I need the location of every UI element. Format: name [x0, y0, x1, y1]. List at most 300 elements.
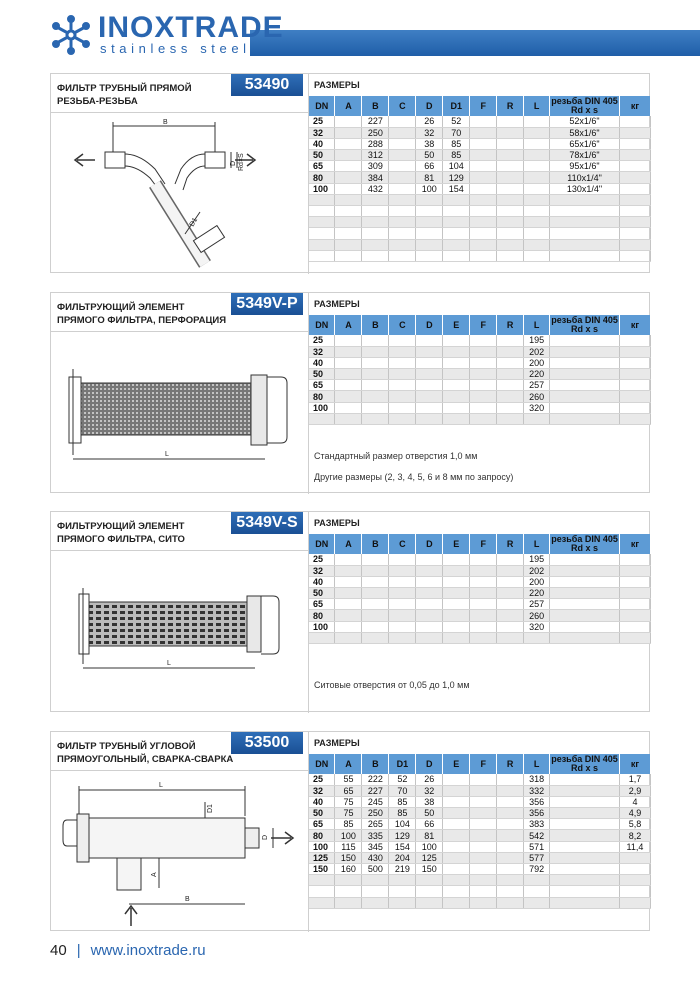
table-cell — [362, 250, 389, 261]
table-cell: 32 — [416, 127, 443, 138]
table-cell — [362, 610, 389, 621]
product-code-badge: 53500 — [231, 732, 303, 754]
table-cell — [335, 161, 362, 172]
table-cell — [550, 785, 620, 796]
table-cell: 227 — [362, 785, 389, 796]
table-cell: 100 — [416, 183, 443, 194]
table-cell — [524, 183, 550, 194]
table-cell — [362, 413, 389, 424]
table-cell — [470, 785, 497, 796]
table-cell — [497, 346, 524, 357]
column-header: R — [497, 315, 524, 335]
table-cell — [550, 819, 620, 830]
table-cell — [497, 796, 524, 807]
product-block-53490 — [50, 73, 650, 273]
table-cell — [362, 391, 389, 402]
table-cell — [443, 391, 470, 402]
table-cell — [416, 610, 443, 621]
table-row — [309, 554, 651, 565]
sizes-label: РАЗМЕРЫ — [314, 80, 360, 90]
table-cell — [497, 886, 524, 897]
table-cell — [335, 413, 362, 424]
table-cell — [620, 632, 651, 643]
table-cell: 309 — [362, 161, 389, 172]
table-cell — [416, 346, 443, 357]
block-title-line2: ПРЯМОУГОЛЬНЫЙ, СВАРКА-СВАРКА — [57, 754, 234, 765]
table-cell — [389, 138, 416, 149]
table-cell: 227 — [362, 116, 389, 127]
product-block-5349v-s — [50, 511, 650, 712]
table-cell — [620, 565, 651, 576]
table-cell — [620, 621, 651, 632]
table-cell — [620, 610, 651, 621]
table-cell — [335, 391, 362, 402]
column-header: D — [416, 754, 443, 774]
table-cell: 220 — [524, 369, 550, 380]
table-cell — [443, 785, 470, 796]
table-cell: 65 — [309, 599, 335, 610]
table-cell: 85 — [389, 808, 416, 819]
table-cell — [550, 250, 620, 261]
table-cell — [335, 150, 362, 161]
table-cell — [497, 391, 524, 402]
table-cell: 25 — [309, 116, 335, 127]
table-row — [309, 886, 651, 897]
column-header: резьба DIN 405 Rd x s — [551, 96, 618, 115]
table-cell: 65x1/6" — [550, 138, 620, 149]
table-cell: 50 — [309, 588, 335, 599]
table-cell: 50 — [309, 808, 335, 819]
table-cell — [389, 599, 416, 610]
table-cell — [470, 172, 497, 183]
table-cell — [497, 576, 524, 587]
table-cell — [524, 897, 550, 908]
table-cell — [497, 138, 524, 149]
column-header: A — [335, 96, 362, 116]
table-cell — [470, 621, 497, 632]
table-row — [309, 380, 651, 391]
table-cell — [550, 808, 620, 819]
table-cell — [470, 808, 497, 819]
product-code-badge: 53490 — [231, 74, 303, 96]
block-title — [57, 520, 185, 546]
table-cell — [497, 830, 524, 841]
table-cell — [524, 875, 550, 886]
product-code-badge: 5349V-S — [231, 512, 303, 534]
table-cell — [362, 886, 389, 897]
table-cell — [416, 357, 443, 368]
table-cell: 80 — [309, 610, 335, 621]
note-line: Ситовые отверстия от 0,05 до 1,0 мм — [314, 680, 470, 690]
table-row — [309, 138, 651, 149]
table-cell — [470, 599, 497, 610]
table-cell — [550, 239, 620, 250]
table-row — [309, 774, 651, 785]
table-cell — [470, 116, 497, 127]
table-row — [309, 150, 651, 161]
table-cell — [620, 346, 651, 357]
table-cell — [497, 150, 524, 161]
block-title-line2: РЕЗЬБА-РЕЗЬБА — [57, 96, 138, 107]
table-cell: 50 — [309, 150, 335, 161]
table-cell: 356 — [524, 796, 550, 807]
table-cell: 200 — [524, 357, 550, 368]
table-cell: 384 — [362, 172, 389, 183]
table-cell: 202 — [524, 346, 550, 357]
website-link[interactable]: www.inoxtrade.ru — [90, 942, 206, 959]
table-cell — [470, 127, 497, 138]
table-cell: 65 — [309, 819, 335, 830]
table-cell — [309, 250, 335, 261]
column-header: C — [389, 96, 416, 116]
table-cell: 130x1/4" — [550, 183, 620, 194]
table-cell: 40 — [309, 796, 335, 807]
label-d: D — [262, 834, 269, 840]
table-cell — [497, 875, 524, 886]
table-cell: 32 — [309, 565, 335, 576]
table-cell — [389, 228, 416, 239]
table-cell — [497, 217, 524, 228]
table-cell — [309, 897, 335, 908]
table-cell — [443, 808, 470, 819]
table-cell: 204 — [389, 852, 416, 863]
table-cell — [550, 852, 620, 863]
table-cell — [362, 206, 389, 217]
table-cell — [497, 599, 524, 610]
table-cell — [389, 172, 416, 183]
table-cell — [524, 413, 550, 424]
table-cell — [362, 554, 389, 565]
table-cell: 245 — [362, 796, 389, 807]
table-cell: 25 — [309, 774, 335, 785]
table-cell — [443, 576, 470, 587]
table-cell — [443, 841, 470, 852]
table-cell — [416, 402, 443, 413]
table-cell: 320 — [524, 402, 550, 413]
table-cell — [470, 852, 497, 863]
table-cell: 11,4 — [619, 841, 650, 852]
table-cell — [470, 875, 497, 886]
column-header: DN — [309, 96, 335, 116]
table-row — [309, 897, 651, 908]
table-cell — [416, 239, 443, 250]
column-header: A — [335, 754, 362, 774]
table-cell — [470, 413, 497, 424]
sizes-label: РАЗМЕРЫ — [314, 738, 360, 748]
table-cell: 220 — [524, 588, 550, 599]
table-cell — [389, 194, 416, 205]
table-cell — [389, 206, 416, 217]
table-cell — [550, 841, 620, 852]
table-cell: 38 — [416, 796, 443, 807]
table-cell — [470, 206, 497, 217]
table-cell — [362, 599, 389, 610]
table-cell — [309, 632, 335, 643]
table-cell — [620, 588, 651, 599]
table-cell — [550, 796, 620, 807]
table-cell — [389, 565, 416, 576]
table-cell: 195 — [524, 335, 550, 346]
strainer-y-diagram — [55, 114, 303, 269]
column-header: E — [443, 754, 470, 774]
table-cell: 200 — [524, 576, 550, 587]
table-cell — [470, 796, 497, 807]
table-cell — [389, 346, 416, 357]
column-header: F — [470, 754, 497, 774]
table-cell — [335, 228, 362, 239]
column-header: B — [362, 534, 389, 554]
table-cell — [389, 897, 416, 908]
table-cell — [620, 402, 651, 413]
table-cell — [497, 819, 524, 830]
table-cell: 40 — [309, 138, 335, 149]
table-cell — [335, 172, 362, 183]
table-cell: 85 — [443, 150, 470, 161]
table-cell: 4 — [619, 796, 650, 807]
table-row — [309, 864, 651, 875]
table-cell — [524, 217, 550, 228]
table-cell: 25 — [309, 554, 335, 565]
table-cell — [443, 194, 470, 205]
table-cell: 8,2 — [619, 830, 650, 841]
table-cell — [524, 886, 550, 897]
table-cell: 571 — [524, 841, 550, 852]
table-row — [309, 357, 651, 368]
table-cell: 577 — [524, 852, 550, 863]
table-cell — [550, 335, 620, 346]
table-cell — [389, 413, 416, 424]
table-cell — [443, 565, 470, 576]
table-cell: 100 — [416, 841, 443, 852]
block-title-line2: ПРЯМОГО ФИЛЬТРА, ПЕРФОРАЦИЯ — [57, 315, 227, 326]
table-cell — [362, 632, 389, 643]
table-cell — [443, 819, 470, 830]
table-cell: 150 — [416, 864, 443, 875]
table-cell — [470, 610, 497, 621]
block-title — [57, 82, 192, 108]
table-row — [309, 127, 651, 138]
table-cell — [470, 150, 497, 161]
table-cell — [416, 335, 443, 346]
table-cell — [362, 565, 389, 576]
table-cell — [619, 897, 650, 908]
table-cell — [335, 897, 362, 908]
label-l: L — [167, 660, 171, 667]
table-cell — [309, 228, 335, 239]
column-header: DN — [309, 534, 335, 554]
table-cell — [497, 127, 524, 138]
table-cell — [443, 250, 470, 261]
table-cell — [416, 380, 443, 391]
table-cell — [389, 183, 416, 194]
brand-tagline: stainless steel — [100, 41, 251, 56]
table-cell: 52 — [389, 774, 416, 785]
table-cell: 110x1/4" — [550, 172, 620, 183]
table-cell: 1,7 — [619, 774, 650, 785]
table-cell — [443, 830, 470, 841]
table-cell — [470, 194, 497, 205]
table-cell — [550, 554, 620, 565]
table-cell: 80 — [309, 172, 335, 183]
table-cell: 65 — [335, 785, 362, 796]
column-header: E — [443, 534, 470, 554]
page-number: 40 — [50, 942, 67, 959]
sizes-label: РАЗМЕРЫ — [314, 518, 360, 528]
footer-separator: | — [76, 942, 81, 959]
table-cell — [497, 206, 524, 217]
table-cell: 125 — [309, 852, 335, 863]
column-header: F — [470, 315, 497, 335]
table-cell: 70 — [443, 127, 470, 138]
table-cell — [619, 183, 650, 194]
table-cell: 129 — [443, 172, 470, 183]
table-row — [309, 161, 651, 172]
table-cell — [497, 632, 524, 643]
table-cell — [619, 250, 650, 261]
table-cell — [416, 588, 443, 599]
column-header: D1 — [443, 96, 470, 116]
table-cell — [443, 897, 470, 908]
label-a: A — [151, 872, 158, 877]
table-cell: 40 — [309, 357, 335, 368]
table-cell — [389, 588, 416, 599]
table-cell — [362, 357, 389, 368]
table-cell: 26 — [416, 116, 443, 127]
block-title-line1: ФИЛЬТР ТРУБНЫЙ ПРЯМОЙ — [57, 83, 192, 94]
table-cell: 257 — [524, 599, 550, 610]
table-cell: 312 — [362, 150, 389, 161]
table-cell — [524, 138, 550, 149]
table-cell: 85 — [335, 819, 362, 830]
table-cell: 202 — [524, 565, 550, 576]
table-cell: 265 — [362, 819, 389, 830]
table-row — [309, 172, 651, 183]
table-row — [309, 796, 651, 807]
table-row — [309, 841, 651, 852]
column-header: B — [362, 315, 389, 335]
table-cell — [550, 194, 620, 205]
table-cell — [619, 150, 650, 161]
table-row — [309, 588, 651, 599]
table-cell — [416, 250, 443, 261]
table-cell — [497, 565, 524, 576]
product-block-5349v-p — [50, 292, 650, 493]
table-cell: 85 — [443, 138, 470, 149]
table-cell — [470, 774, 497, 785]
spec-table — [309, 754, 651, 909]
column-header: B — [362, 754, 389, 774]
perforated-element-diagram — [55, 355, 303, 465]
table-cell — [550, 864, 620, 875]
table-cell: 250 — [362, 808, 389, 819]
table-cell — [389, 391, 416, 402]
table-cell — [497, 194, 524, 205]
table-cell: 154 — [389, 841, 416, 852]
column-header: D — [416, 534, 443, 554]
block-title-line1: ФИЛЬТРУЮЩИЙ ЭЛЕМЕНТ — [57, 302, 185, 313]
table-cell — [497, 369, 524, 380]
table-cell — [335, 369, 362, 380]
table-cell: 32 — [309, 346, 335, 357]
table-cell — [389, 116, 416, 127]
table-cell — [335, 335, 362, 346]
table-cell — [550, 897, 620, 908]
table-row — [309, 250, 651, 261]
column-header: F — [470, 534, 497, 554]
table-cell — [497, 402, 524, 413]
table-cell — [335, 610, 362, 621]
table-cell — [497, 380, 524, 391]
table-cell — [550, 346, 620, 357]
table-cell — [335, 346, 362, 357]
title-divider — [51, 112, 309, 113]
table-cell — [550, 632, 620, 643]
table-row — [309, 565, 651, 576]
table-cell — [335, 239, 362, 250]
snowflake-logo-icon — [50, 14, 92, 56]
table-cell — [550, 875, 620, 886]
table-cell — [550, 599, 620, 610]
table-cell — [416, 599, 443, 610]
column-header: DN — [309, 754, 335, 774]
table-cell — [524, 172, 550, 183]
table-cell — [470, 335, 497, 346]
title-divider — [51, 770, 309, 771]
table-cell — [550, 402, 620, 413]
table-cell — [470, 864, 497, 875]
table-cell — [362, 380, 389, 391]
block-title-line1: ФИЛЬТРУЮЩИЙ ЭЛЕМЕНТ — [57, 521, 185, 532]
product-block-53500 — [50, 731, 650, 931]
table-cell — [335, 621, 362, 632]
table-cell: 100 — [309, 621, 335, 632]
label-l: L — [159, 782, 163, 789]
table-cell — [550, 588, 620, 599]
table-cell — [309, 217, 335, 228]
table-row — [309, 369, 651, 380]
table-cell — [362, 194, 389, 205]
table-row — [309, 819, 651, 830]
table-cell — [389, 875, 416, 886]
spec-table — [309, 534, 651, 644]
column-header: A — [335, 534, 362, 554]
table-cell — [470, 217, 497, 228]
table-cell — [389, 621, 416, 632]
table-cell — [524, 194, 550, 205]
table-cell — [335, 565, 362, 576]
table-cell — [416, 217, 443, 228]
table-cell — [309, 239, 335, 250]
table-cell — [443, 402, 470, 413]
column-header: R — [497, 534, 524, 554]
table-row — [309, 228, 651, 239]
table-cell: 257 — [524, 380, 550, 391]
table-cell — [619, 172, 650, 183]
table-header-row — [309, 315, 651, 335]
label-d1: D1 — [188, 216, 200, 228]
table-cell — [443, 621, 470, 632]
column-header: R — [497, 96, 524, 116]
table-cell — [362, 897, 389, 908]
table-cell: 432 — [362, 183, 389, 194]
table-cell: 80 — [309, 391, 335, 402]
table-cell: 356 — [524, 808, 550, 819]
table-cell — [389, 554, 416, 565]
table-cell — [443, 774, 470, 785]
table-cell: 383 — [524, 819, 550, 830]
sizes-label: РАЗМЕРЫ — [314, 299, 360, 309]
table-cell — [362, 239, 389, 250]
